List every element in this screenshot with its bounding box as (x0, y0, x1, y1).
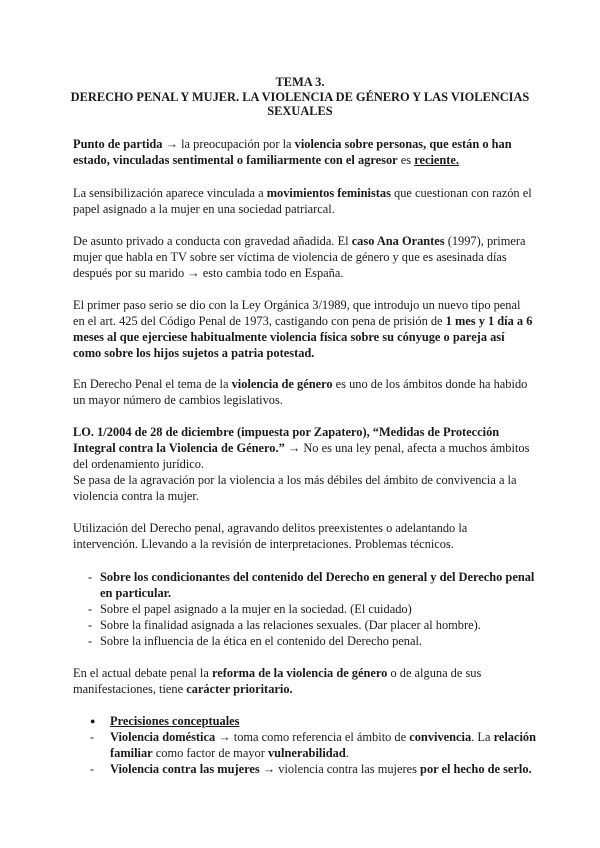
paragraph-lo-2004: LO. 1/2004 de 28 de diciembre (impuesta por Zapatero), “Medidas de Protección Integral contra la Violencia de Género.” → No es una ley penal, afecta a muchos ámbitos del ordenamiento jurídico. Se pasa de la agravación por la violencia a los más débiles del ámbito de convivencia a la violencia contra la mujer. (73, 425, 530, 503)
paragraph-ley-organica-1989: El primer paso serio se dio con la Ley Orgánica 3/1989, que introdujo un nuevo tipo penal en el art. 425 del Código Penal de 1973, castigando con pena de prisión de 1 mes y 1 día a 6 meses al que ejerciese habitualmente violencia física sobre su cónyuge o pareja así como sobre los hijos sujetos a patria potestad. (73, 298, 533, 360)
paragraph-reforma: En el actual debate penal la reforma de la violencia de género o de alguna de sus manifestaciones, tiene carácter prioritario. (73, 666, 482, 696)
paragraph-punto-de-partida: Punto de partida → la preocupación por la violencia sobre personas, que están o han estado, vinculadas sentimental o familiarmente con el agresor es reciente. (73, 137, 512, 167)
document-title (0, 75, 600, 119)
list-condicionantes (73, 569, 543, 649)
list-item: - Sobre el papel asignado a la mujer en la sociedad. (El cuidado) (88, 602, 412, 616)
paragraph-sensibilizacion: La sensibilización aparece vinculada a movimientos feministas que cuestionan con razón el papel asignado a la mujer en una sociedad patriarcal. (73, 186, 532, 216)
list-item: - Sobre la finalidad asignada a las relaciones sexuales. (Dar placer al hombre). (88, 618, 481, 632)
list-item: - Sobre la influencia de la ética en el contenido del Derecho penal. (88, 634, 423, 648)
title-line-1: TEMA 3. (275, 75, 325, 89)
paragraph-derecho-penal-violencia: En Derecho Penal el tema de la violencia de género es uno de los ámbitos donde ha habido un mayor número de cambios legislativos. (73, 377, 528, 407)
list-heading: ● Precisiones conceptuales (90, 714, 240, 728)
title-line-2: DERECHO PENAL Y MUJER. LA VIOLENCIA DE GÉNERO Y LAS VIOLENCIAS (70, 89, 530, 104)
title-line-3: SEXUALES (267, 104, 333, 118)
list-item: - Sobre los condicionantes del contenido del Derecho en general y del Derecho penal en particular. (88, 570, 535, 600)
list-item: - Violencia doméstica → toma como referencia el ámbito de convivencia. La relación familiar como factor de mayor vulnerabilidad. (90, 730, 537, 760)
list-item: - Violencia contra las mujeres → violencia contra las mujeres por el hecho de serlo. (90, 762, 532, 776)
paragraph-ana-orantes: De asunto privado a conducta con gravedad añadida. El caso Ana Orantes (1997), primera mujer que habla en TV sobre ser víctima de violencia de género y que es asesinada días después por su marido → esto cambia todo en España. (73, 234, 526, 280)
list-precisiones (73, 713, 543, 777)
paragraph-utilizacion-derecho-penal: Utilización del Derecho penal, agravando delitos preexistentes o adelantando la intervención. Llevando a la revisión de interpretaciones. Problemas técnicos. (73, 521, 468, 551)
bullet-icon: ● (90, 716, 96, 726)
